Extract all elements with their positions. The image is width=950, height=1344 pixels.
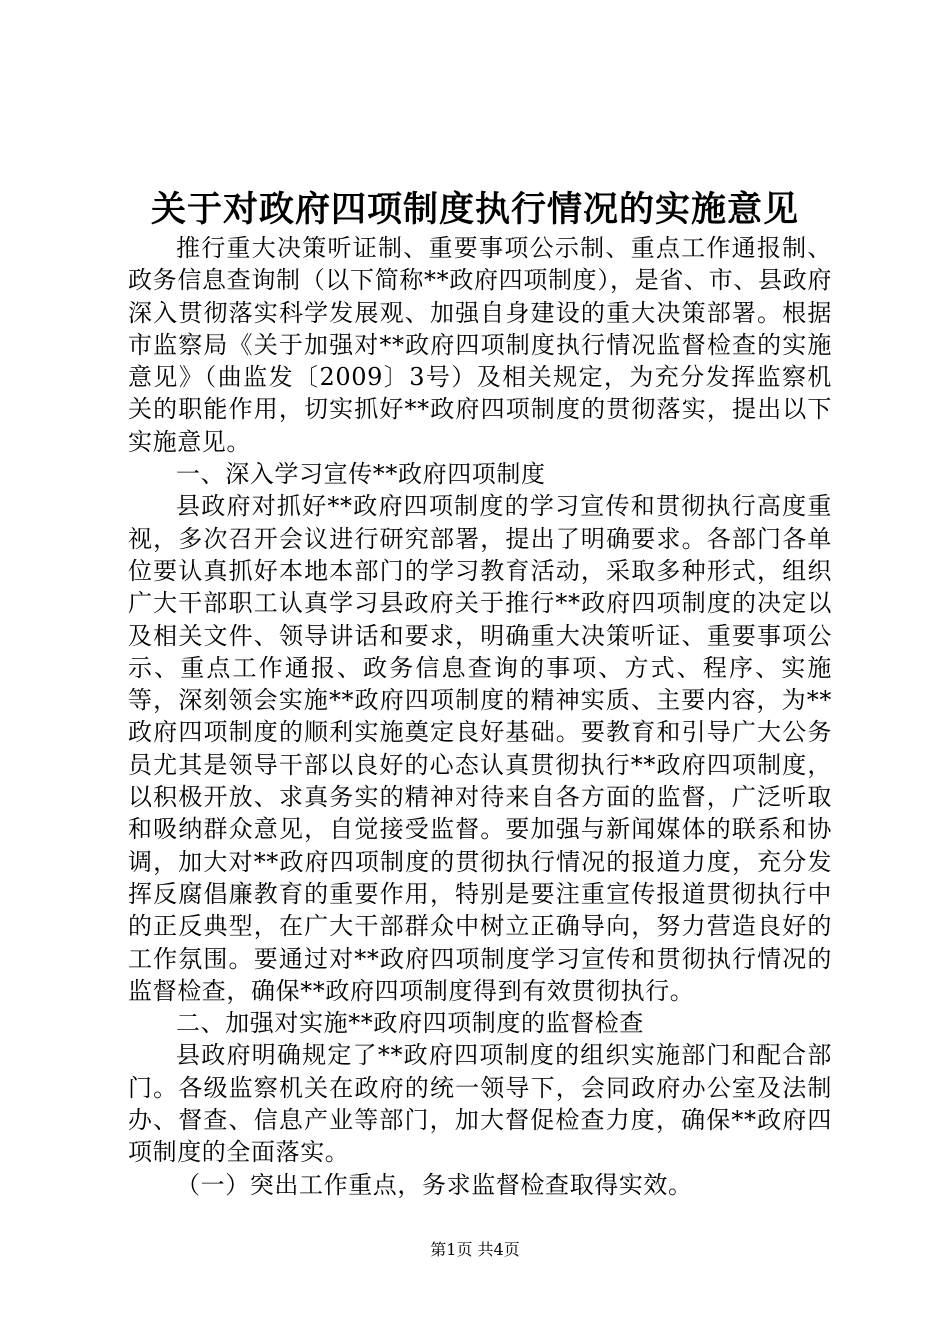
section-1-heading: 一、深入学习宣传**政府四项制度 xyxy=(176,460,546,489)
intro-paragraph: 推行重大决策听证制、重要事项公示制、重点工作通报制、政务信息查询制（以下简称**政府四项制度），是省、市、县政府深入贯彻落实科学发展观、加强自身建设的重大决策部署。根据市监察局《关于加强对**政府四项制度执行情况监督检查的实施意见》（曲监发〔2009〕3号）及相关规定，为充分发挥监察机关的职能作用，切实抓好**政府四项制度的贯彻落实，提出以下实施意见。 xyxy=(128,234,832,456)
section-2-heading: 二、加强对实施**政府四项制度的监督检查 xyxy=(176,1009,644,1038)
document-body xyxy=(128,232,832,1201)
page-footer: 第1页 共4页 xyxy=(430,1240,520,1259)
document-title: 关于对政府四项制度执行情况的实施意见 xyxy=(150,189,799,230)
section-2-paragraph: 县政府明确规定了**政府四项制度的组织实施部门和配合部门。各级监察机关在政府的统一领导下，会同政府办公室及法制办、督查、信息产业等部门，加大督促检查力度，确保**政府四项制度的全面落实。 xyxy=(128,1041,832,1167)
subsection-1-heading: （一）突出工作重点，务求监督检查取得实效。 xyxy=(176,1170,693,1199)
section-1-paragraph: 县政府对抓好**政府四项制度的学习宣传和贯彻执行高度重视，多次召开会议进行研究部署，提出了明确要求。各部门各单位要认真抓好本地本部门的学习教育活动，采取多种形式，组织广大干部职工认真学习县政府关于推行**政府四项制度的决定以及相关文件、领导讲话和要求，明确重大决策听证、重要事项公示、重点工作通报、政务信息查询的事项、方式、程序、实施等，深刻领会实施**政府四项制度的精神实质、主要内容，为**政府四项制度的顺利实施奠定良好基础。要教育和引导广大公务员尤其是领导干部以良好的心态认真贯彻执行**政府四项制度，以积极开放、求真务实的精神对待来自各方面的监督，广泛听取和吸纳群众意见，自觉接受监督。要加强与新闻媒体的联系和协调，加大对**政府四项制度的贯彻执行情况的报道力度，充分发挥反腐倡廉教育的重要作用，特别是要注重宣传报道贯彻执行中的正反典型，在广大干部群众中树立正确导向，努力营造良好的工作氛围。要通过对**政府四项制度学习宣传和贯彻执行情况的监督检查，确保**政府四项制度得到有效贯彻执行。 xyxy=(128,492,832,1005)
